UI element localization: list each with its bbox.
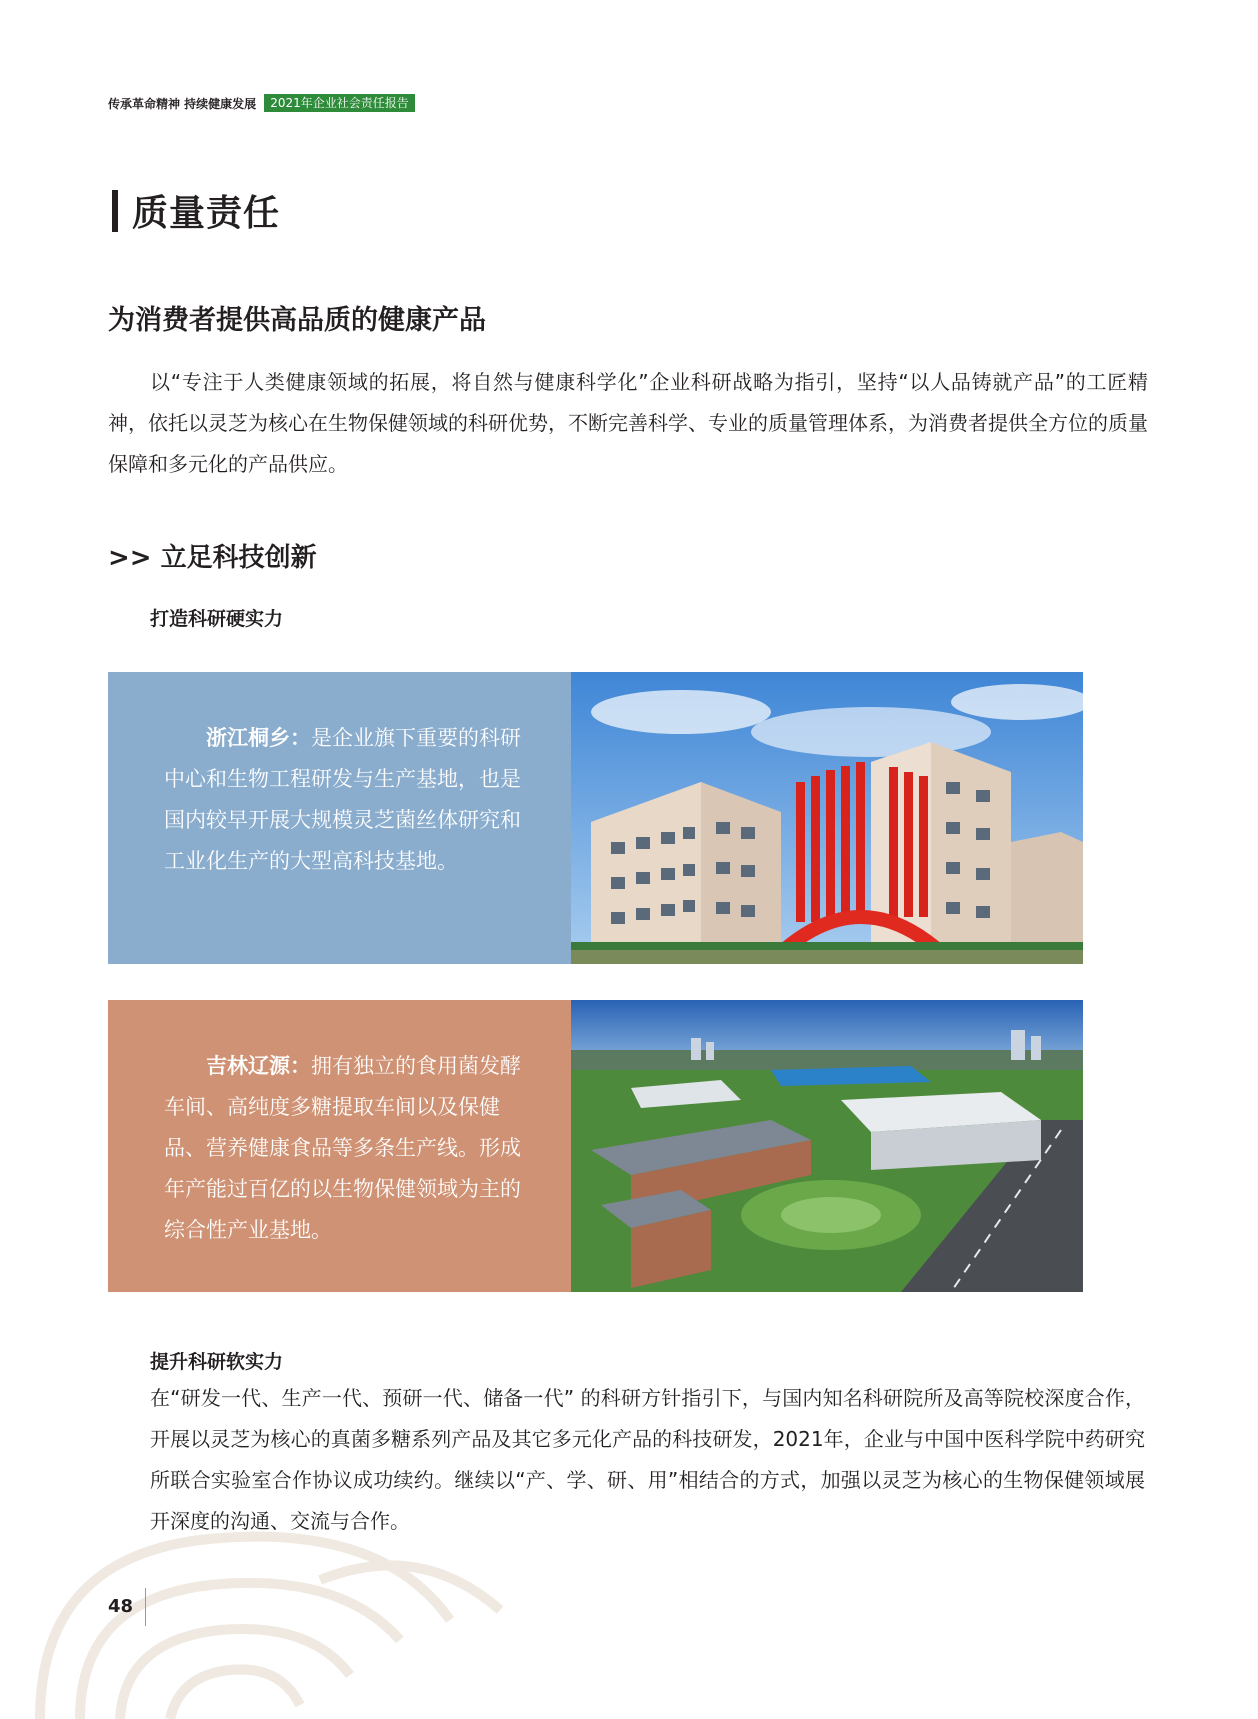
report-tag: 2021年企业社会责任报告 [264,94,415,112]
card-description: 拥有独立的食用菌发酵车间、高纯度多糖提取车间以及保健品、营养健康食品等多条生产线。形成年产能过百亿的以生物保健领域为主的综合性产业基地。 [164,1054,521,1242]
page-title: 质量责任 [132,193,281,234]
card-text [108,672,571,964]
base-card-tongxiang [108,672,1083,964]
intro-paragraph: 以“专注于人类健康领域的拓展，将自然与健康科学化”企业科研战略为指引，坚持“以人品铸就产品”的工匠精神，依托以灵芝为核心在生物保健领域的科研优势，不断完善科学、专业的质量管理体系，为消费者提供全方位的质量保障和多元化的产品供应。 [108,370,1148,476]
section-heading: 为消费者提供高品质的健康产品 [108,305,486,336]
card-label: 浙江桐乡： [206,726,311,750]
minor-heading-hard-power: 打造科研硬实力 [150,608,284,630]
card-text [108,1000,571,1292]
liaoyuan-aerial-photo [571,1000,1083,1292]
lingzhi-swirl-decoration [20,1500,540,1719]
sub-heading: >> 立足科技创新 [108,543,317,573]
page-title-block [112,185,280,236]
minor-heading-soft-power: 提升科研软实力 [150,1351,284,1373]
research-cooperation-paragraph: 在“研发一代、生产一代、预研一代、储备一代” 的科研方针指引下，与国内知名科研院所及高等院校深度合作，开展以灵芝为核心的真菌多糖系列产品及其它多元化产品的科技研发，2021年，企业与中国中医科学院中药研究所联合实验室合作协议成功续约。继续以“产、学、研、用”相结合的方式，加强以灵芝为核心的生物保健领域展开深度的沟通、交流与合作。 [150,1386,1145,1533]
tongxiang-building-photo [571,672,1083,964]
title-bar-decoration [112,190,118,232]
header-slogan: 传承革命精神 持续健康发展 [108,96,257,111]
card-description: 是企业旗下重要的科研中心和生物工程研发与生产基地，也是国内较早开展大规模灵芝菌丝体研究和工业化生产的大型高科技基地。 [164,726,521,873]
page-number-divider [145,1588,146,1626]
report-header [108,92,415,114]
base-card-liaoyuan [108,1000,1083,1292]
page-number: 48 [108,1596,134,1617]
card-label: 吉林辽源： [206,1054,311,1078]
